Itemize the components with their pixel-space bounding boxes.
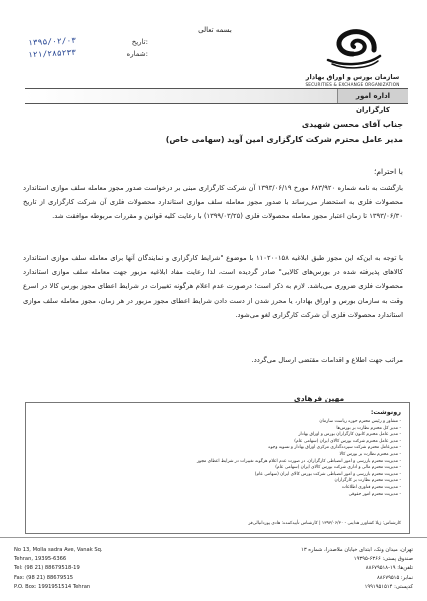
cc-item: - مدیر عامل محترم کانون کارگزاران بورس و اوراق بهادار [41, 432, 401, 439]
cc-item: - مدیریت محترم بازرسی و امور انضباطی کارگزاران، در صورت عدم اعلام هرگونه تغییرات در شرایط اعطای مجوز [41, 459, 401, 466]
date-label: تاریخ: [131, 38, 148, 46]
addressee-title: مدیر عامل محترم شرکت کارگزاری امین آوید (سهامی خاص) [165, 135, 403, 144]
footer-en-line: Tel: (98 21) 88679518-19 [14, 565, 80, 572]
bismillah: بسمه تعالی [198, 26, 232, 34]
footer-fa-line: نمابر: ۸۸۶۷۹۵۱۵ [376, 574, 413, 581]
number-label: شماره: [126, 50, 148, 58]
footer-fa-line: تلفن‌ها: ۱۹-۸۸۶۷۹۵۱۸ [365, 565, 413, 572]
footer-en-line: Fax: (98 21) 88679515 [14, 574, 74, 581]
cc-item: - مدیرعامل محترم شرکت سپرده‌گذاری مرکزی اوراق بهادار و تسویه وجوه [41, 445, 401, 452]
cc-title: رونوشت: [370, 408, 401, 416]
footer-fa-line: صندوق پستی: ۶۳۶۶-۱۹۳۹۵ [353, 556, 413, 563]
footer-en-line: Tehran, 19395-6366 [14, 556, 67, 563]
department-label: اداره امور کارگزاران [337, 89, 408, 103]
cc-item: - مشاور و رئیس محترم حوزه ریاست سازمان [41, 419, 401, 426]
footer-address-en [14, 546, 174, 592]
cc-note: کارشناس: ژیلا کشاورز هدایتی - ۱۳۹۳/۰۶/۳۰ | کارشناس تأییدکننده: هادی پوردانیالی‌فر [248, 521, 401, 526]
signatory-name: مهین فرهادی [293, 394, 345, 403]
cc-item: - مدیر کل محترم نظارت بر بورس‌ها [41, 426, 401, 433]
cc-item: - مدیریت محترم مالی و اداری شرکت بورس کالای ایران (سهامی عام) [41, 465, 401, 472]
addressee-name: جناب آقای محسن شهیدی [301, 120, 403, 129]
footer-en-line: No 13, Molla sadra Ave, Vanak Sq. [14, 547, 103, 553]
footer-en-line: P.O. Box: 1991951514 Tehran [14, 583, 91, 590]
cc-item: - مدیر عامل محترم شرکت بورس کالای ایران (سهامی عام) [41, 439, 401, 446]
footer-fa-line: کدپستی: ۱۹۹۱۹۵۱۵۱۴ [364, 583, 413, 590]
footer-address-fa [213, 546, 413, 592]
footer [0, 537, 427, 601]
org-name-fa: سازمان بورس و اوراق بهادار [305, 73, 400, 81]
body-paragraph-2: با توجه به این‌که این مجوز طبق ابلاغیه ۱۱۰۲۰۰۱۵۸ با موضوع "شرایط کارگزاری و نمایندگان آنها برای معامله سلف موازی استاندارد کالاهای پذیرفته شده در بورس‌های کالایی" صادر گردیده است، لذا رعایت مفاد ابلاغیه مزبور جهت معامله سلف موازی استاندارد محصولات فلزی ضروری می‌باشد. لازم به ذکر است؛ درصورت عدم اعلام هرگونه تغییرات در شرایط اعطای مجوز بورس کالا در اسرع وقت به سازمان بورس و اوراق بهادار، یا محرز شدن از دست دادن شرایط اعطای مجوز مزبور در هر زمان، مجوز معامله سلف موازی استاندارد محصولات فلزی آن شرکت کارگزاری لغو می‌شود. [23, 254, 403, 319]
cc-item: - مدیر محترم نظارت بر بورس کالا [41, 452, 401, 459]
number-value: ۱۲۱/۲۸۵۲۳۳ [27, 47, 77, 60]
department-bar [25, 88, 408, 114]
org-name-en: SECURITIES & EXCHANGE ORGANIZATION [305, 82, 400, 87]
body-paragraph-1: بازگشت به نامه شماره ۶۸۳/۹۲۰ مورخ ۱۳۹۳/۰۶/۱۹ آن شرکت کارگزاری مبنی بر درخواست صدور مجوز معامله سلف موازی استاندارد محصولات فلزی به استحضار می‌رساند با صدور مجوز معامله سلف موازی استاندارد محصولات فلزی آن شرکت کارگزاری از تاریخ ۱۳۹۳/۰۶/۳۰ تا زمان اعتبار مجوز معامله محصولات فلزی (۱۳۹۹/۰۳/۲۵) با رعایت کلیه قوانین و مقررات مربوطه موافقت شد. [23, 184, 403, 221]
cc-item: - مدیریت محترم امور حقوقی [41, 492, 401, 499]
cc-box [25, 402, 410, 534]
body-paragraph-3: مراتب جهت اطلاع و اقدامات مقتضی ارسال می‌گردد. [251, 356, 403, 364]
salutation: با احترام؛ [374, 167, 403, 176]
date-value: ۱۳۹۵/۰۲/۰۳ [27, 35, 77, 48]
cc-list [41, 419, 401, 498]
cc-item: - مدیریت محترم فناوری اطلاعات [41, 485, 401, 492]
cc-item: - مدیریت محترم نظارت بر کارگزاران [41, 478, 401, 485]
number-row [28, 48, 148, 60]
letter-meta [28, 36, 148, 60]
footer-fa-line: تهران، میدان ونک، ابتدای خیابان ملاصدرا، شماره ۱۳ [301, 547, 413, 553]
cc-item: - مدیریت محترم بازرسی و امور انضباطی شرکت بورس کالای ایران (سهامی عام) [41, 472, 401, 479]
date-row [28, 36, 148, 48]
